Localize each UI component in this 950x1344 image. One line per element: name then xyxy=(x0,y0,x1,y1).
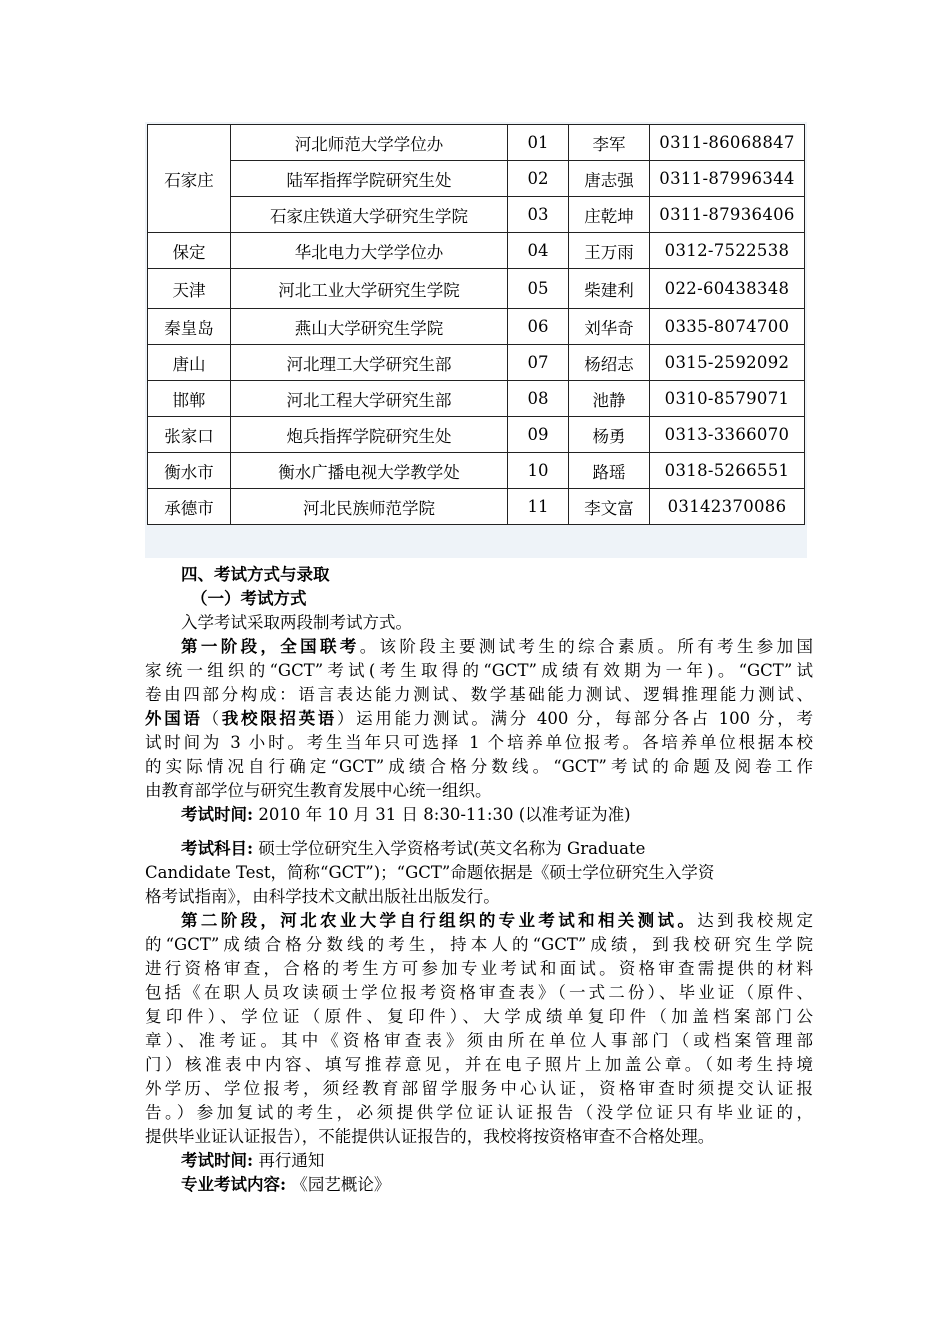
contact-cell: 杨绍志 xyxy=(569,345,650,381)
phone-cell: 0335-8074700 xyxy=(650,309,805,345)
number-cell: 05 xyxy=(508,269,569,309)
contact-cell: 李军 xyxy=(569,125,650,161)
exam-subject-paragraph: 考试科目: 硕士学位研究生入学资格考试(英文名称为 Graduate Candidate Test，简称“GCT”)；“GCT”命题依据是《硕士学位研究生入学资 格考试指南》，由科学技术文献出版社出版发行。 xyxy=(145,839,715,906)
unit-cell: 陆军指挥学院研究生处 xyxy=(231,161,508,197)
city-cell: 张家口 xyxy=(148,417,231,453)
contact-cell: 庄乾坤 xyxy=(569,197,650,233)
phone-cell: 0313-3366070 xyxy=(650,417,805,453)
city-cell: 保定 xyxy=(148,233,231,269)
table-row xyxy=(148,381,805,417)
city-cell: 唐山 xyxy=(148,345,231,381)
exam-section xyxy=(145,563,813,1197)
stage2-paragraph: 第二阶段，河北农业大学自行组织的专业考试和相关测试。达到我校规定 的“GCT”成绩合格分数线的考生，持本人的“GCT”成绩，到我校研究生学院 进行资格审查，合格的考生方可参加专业考试和面试。资格审查需提供的材料 包括《在职人员攻读硕士学位报考资格审查表》（一式二份）、毕业证（原件、 复印件）、学位证（原件、复印件）、大学成绩单复印件（加盖档案部门公 章）、准考证。其中《资格审查表》须由所在单位人事部门（或档案管理部 门）核准表中内容、填写推荐意见，并在电子照片上加盖公章。（如考生持境 外学历、学位报考，须经教育部留学服务中心认证，资格审查时须提交认证报 告。）参加复试的考生，必须提供学位证认证报告（没学位证只有毕业证的， 提供毕业证认证报告），不能提供认证报告的，我校将按资格审查不合格处理。 xyxy=(145,911,814,1146)
table-row xyxy=(148,125,805,161)
phone-cell: 0312-7522538 xyxy=(650,233,805,269)
phone-cell: 0311-87996344 xyxy=(650,161,805,197)
unit-cell: 河北理工大学研究生部 xyxy=(231,345,508,381)
unit-cell: 燕山大学研究生学院 xyxy=(231,309,508,345)
table-row xyxy=(148,453,805,489)
table-row xyxy=(148,233,805,269)
exam-time2-line: 考试时间: 再行通知 xyxy=(181,1151,325,1170)
section-heading: 四、考试方式与录取 xyxy=(181,565,330,584)
unit-cell: 河北师范大学学位办 xyxy=(231,125,508,161)
contact-cell: 刘华奇 xyxy=(569,309,650,345)
phone-cell: 0311-86068847 xyxy=(650,125,805,161)
phone-cell: 0310-8579071 xyxy=(650,381,805,417)
test-site-table-panel xyxy=(145,122,807,558)
unit-cell: 华北电力大学学位办 xyxy=(231,233,508,269)
city-cell: 衡水市 xyxy=(148,453,231,489)
number-cell: 02 xyxy=(508,161,569,197)
contact-cell: 王万雨 xyxy=(569,233,650,269)
unit-cell: 河北民族师范学院 xyxy=(231,489,508,525)
phone-cell: 0311-87936406 xyxy=(650,197,805,233)
table-row xyxy=(148,197,805,233)
intro-paragraph: 入学考试采取两段制考试方式。 xyxy=(181,613,412,632)
phone-cell: 0315-2592092 xyxy=(650,345,805,381)
number-cell: 08 xyxy=(508,381,569,417)
number-cell: 06 xyxy=(508,309,569,345)
unit-cell: 衡水广播电视大学教学处 xyxy=(231,453,508,489)
table-row xyxy=(148,489,805,525)
table-row xyxy=(148,269,805,309)
test-site-table xyxy=(147,124,805,525)
table-row xyxy=(148,309,805,345)
table-row xyxy=(148,417,805,453)
number-cell: 01 xyxy=(508,125,569,161)
stage2-title: 第二阶段，河北农业大学自行组织的专业考试和相关测试。 xyxy=(181,911,698,930)
city-cell: 承德市 xyxy=(148,489,231,525)
contact-cell: 唐志强 xyxy=(569,161,650,197)
number-cell: 11 xyxy=(508,489,569,525)
contact-cell: 李文富 xyxy=(569,489,650,525)
unit-cell: 河北工业大学研究生学院 xyxy=(231,269,508,309)
stage1-paragraph: 第一阶段，全国联考。该阶段主要测试考生的综合素质。所有考生参加国 家统一组织的“GCT”考试(考生取得的“GCT”成绩有效期为一年)。“GCT”试 卷由四部分构成：语言表达能力测试、数学基础能力测试、逻辑推理能力测试、 外国语（我校限招英语）运用能力测试。满分 400 分，每部分各占 100 分，考 试时间为 3 小时。考生当年只可选择 1 个培养单位报考。各培养单位根据本校 的实际情况自行确定“GCT”成绩合格分数线。“GCT”考试的命题及阅卷工作 由教育部学位与研究生教育发展中心统一组织。 xyxy=(145,637,814,800)
exam-time-line: 考试时间: 2010 年 10 月 31 日 8:30-11:30 (以准考证为准) xyxy=(181,805,631,824)
contact-cell: 路瑶 xyxy=(569,453,650,489)
phone-cell: 022-60438348 xyxy=(650,269,805,309)
phone-cell: 03142370086 xyxy=(650,489,805,525)
city-cell: 邯郸 xyxy=(148,381,231,417)
unit-cell: 石家庄铁道大学研究生学院 xyxy=(231,197,508,233)
number-cell: 09 xyxy=(508,417,569,453)
city-cell: 石家庄 xyxy=(148,125,231,233)
contact-cell: 杨勇 xyxy=(569,417,650,453)
table-row xyxy=(148,161,805,197)
number-cell: 03 xyxy=(508,197,569,233)
section-subheading: （一）考试方式 xyxy=(191,589,307,608)
table-row xyxy=(148,345,805,381)
number-cell: 04 xyxy=(508,233,569,269)
contact-cell: 池静 xyxy=(569,381,650,417)
city-cell: 秦皇岛 xyxy=(148,309,231,345)
stage1-title: 第一阶段，全国联考 xyxy=(181,637,360,656)
number-cell: 10 xyxy=(508,453,569,489)
contact-cell: 柴建利 xyxy=(569,269,650,309)
major-content-line: 专业考试内容: 《园艺概论》 xyxy=(181,1175,391,1194)
unit-cell: 炮兵指挥学院研究生处 xyxy=(231,417,508,453)
city-cell: 天津 xyxy=(148,269,231,309)
unit-cell: 河北工程大学研究生部 xyxy=(231,381,508,417)
phone-cell: 0318-5266551 xyxy=(650,453,805,489)
number-cell: 07 xyxy=(508,345,569,381)
